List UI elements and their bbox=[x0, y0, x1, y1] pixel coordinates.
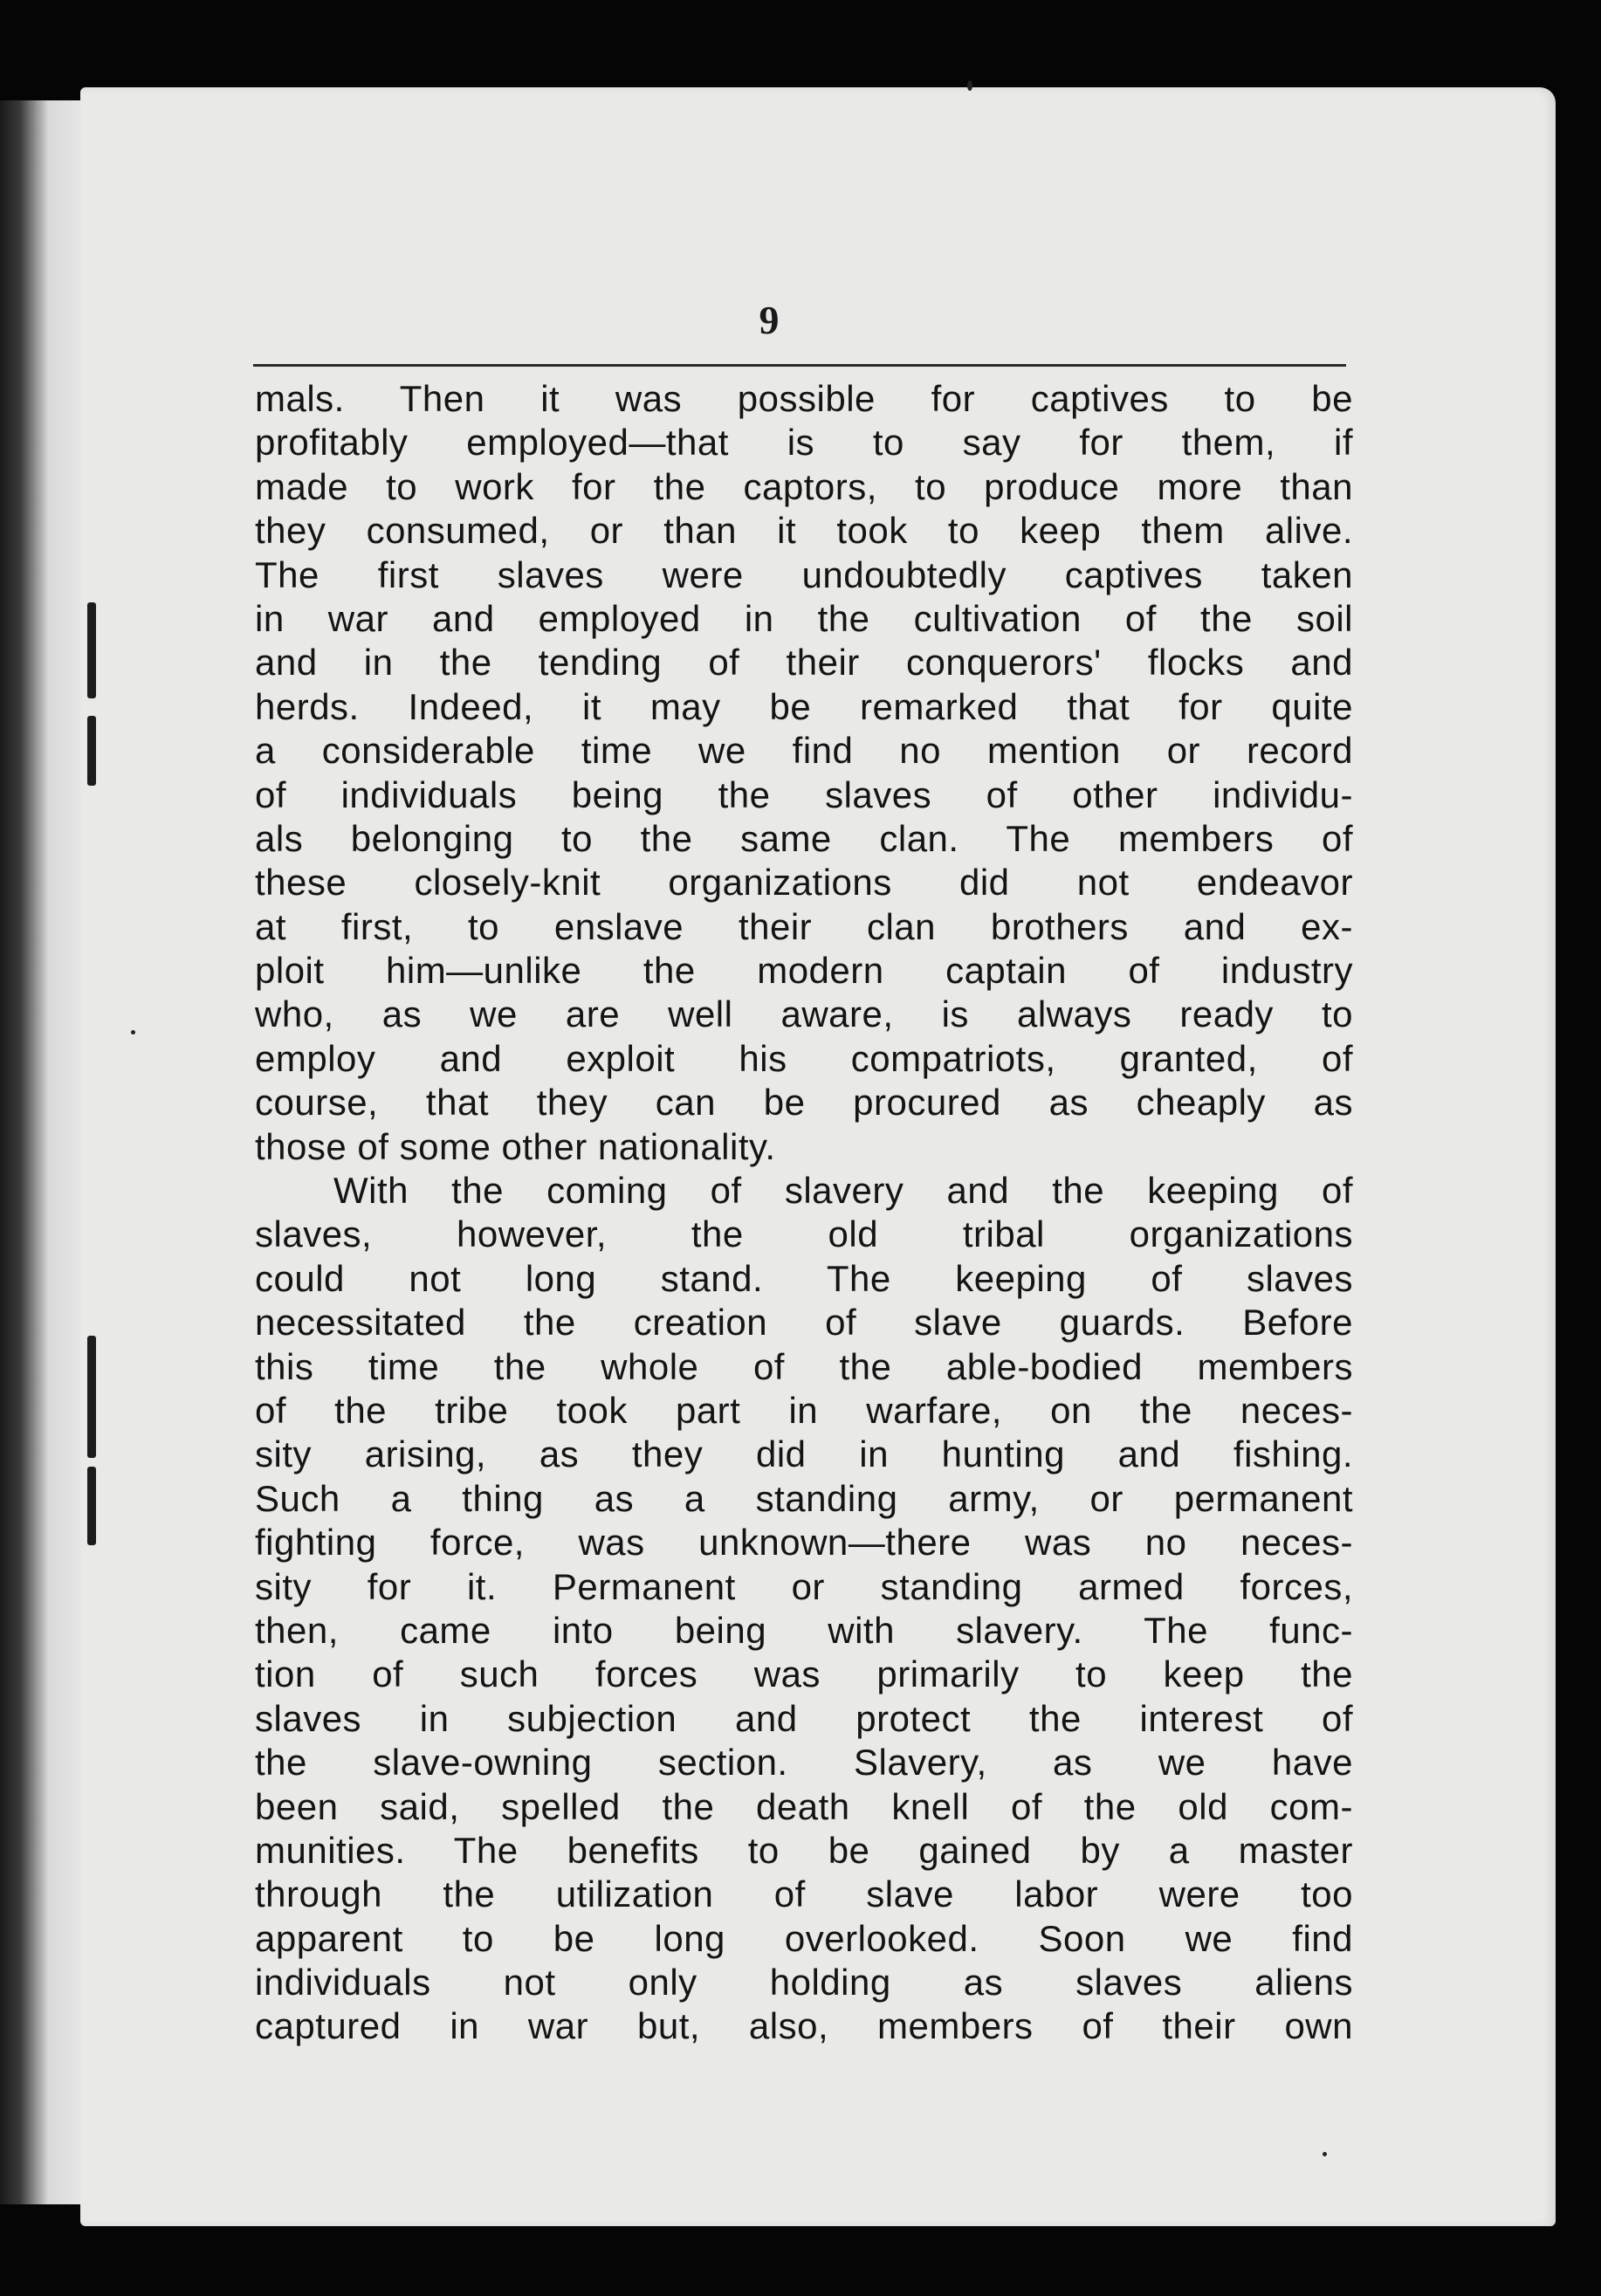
dust-speck bbox=[1323, 2152, 1327, 2156]
binding-mark bbox=[87, 1467, 96, 1545]
text-line: With the coming of slavery and the keeping of bbox=[333, 1170, 1353, 1212]
text-line: mals. Then it was possible for captives to be bbox=[255, 378, 1353, 419]
text-line: could not long stand. The keeping of slaves bbox=[255, 1257, 1353, 1299]
text-line: individuals not only holding as slaves aliens bbox=[255, 1962, 1353, 2004]
text-line: slaves in subjection and protect the interest of bbox=[255, 1697, 1353, 1739]
text-line: employ and exploit his compatriots, granted, of bbox=[255, 1037, 1353, 1079]
binding-mark bbox=[87, 602, 96, 698]
text-line: they consumed, or than it took to keep them alive. bbox=[255, 510, 1353, 552]
text-line: The first slaves were undoubtedly captives taken bbox=[255, 553, 1353, 595]
text-line: who, as we are well aware, is always ready to bbox=[255, 993, 1353, 1035]
text-line: ploit him—unlike the modern captain of industry bbox=[255, 950, 1353, 992]
text-line: in war and employed in the cultivation of the soil bbox=[255, 597, 1353, 639]
text-line: fighting force, was unknown—there was no neces- bbox=[255, 1522, 1353, 1564]
text-line: necessitated the creation of slave guards. Before bbox=[255, 1302, 1353, 1344]
text-line: of the tribe took part in warfare, on the neces- bbox=[255, 1389, 1353, 1431]
text-line: the slave-owning section. Slavery, as we have bbox=[255, 1742, 1353, 1784]
text-line: captured in war but, also, members of their own bbox=[255, 2005, 1353, 2047]
text-line: sity for it. Permanent or standing armed forces, bbox=[255, 1565, 1353, 1607]
facing-page-edge bbox=[0, 100, 80, 2204]
text-line: sity arising, as they did in hunting and fishing. bbox=[255, 1433, 1353, 1475]
page-number: 9 bbox=[759, 298, 780, 342]
text-line: those of some other nationality. bbox=[255, 1125, 776, 1167]
text-line: tion of such forces was primarily to keep the bbox=[255, 1653, 1353, 1695]
text-line: of individuals being the slaves of other individu- bbox=[255, 773, 1353, 815]
text-line: herds. Indeed, it may be remarked that for quite bbox=[255, 685, 1353, 727]
text-line: als belonging to the same clan. The members of bbox=[255, 817, 1353, 859]
body-text bbox=[255, 377, 1353, 2049]
text-line: these closely-knit organizations did not endeavor bbox=[255, 862, 1353, 904]
text-line: munities. The benefits to be gained by a master bbox=[255, 1829, 1353, 1871]
text-line: made to work for the captors, to produce more than bbox=[255, 465, 1353, 507]
text-line: course, that they can be procured as cheaply as bbox=[255, 1082, 1353, 1124]
dust-speck bbox=[131, 1030, 135, 1035]
text-line: apparent to be long overlooked. Soon we find bbox=[255, 1917, 1353, 1959]
text-line: slaves, however, the old tribal organizations bbox=[255, 1213, 1353, 1255]
text-line: Such a thing as a standing army, or permanent bbox=[255, 1477, 1353, 1519]
text-line: profitably employed—that is to say for them, if bbox=[255, 422, 1353, 464]
text-line: through the utilization of slave labor were too bbox=[255, 1873, 1353, 1915]
header-rule bbox=[253, 364, 1346, 367]
text-line: been said, spelled the death knell of the old com- bbox=[255, 1785, 1353, 1827]
text-line: and in the tending of their conquerors' flocks and bbox=[255, 642, 1353, 684]
binding-mark bbox=[87, 1336, 96, 1458]
text-line: a considerable time we find no mention or record bbox=[255, 730, 1353, 772]
text-line: then, came into being with slavery. The func- bbox=[255, 1609, 1353, 1651]
dust-speck bbox=[967, 80, 972, 91]
binding-mark bbox=[87, 716, 96, 786]
text-line: at first, to enslave their clan brothers and ex- bbox=[255, 905, 1353, 947]
text-line: this time the whole of the able-bodied members bbox=[255, 1345, 1353, 1387]
